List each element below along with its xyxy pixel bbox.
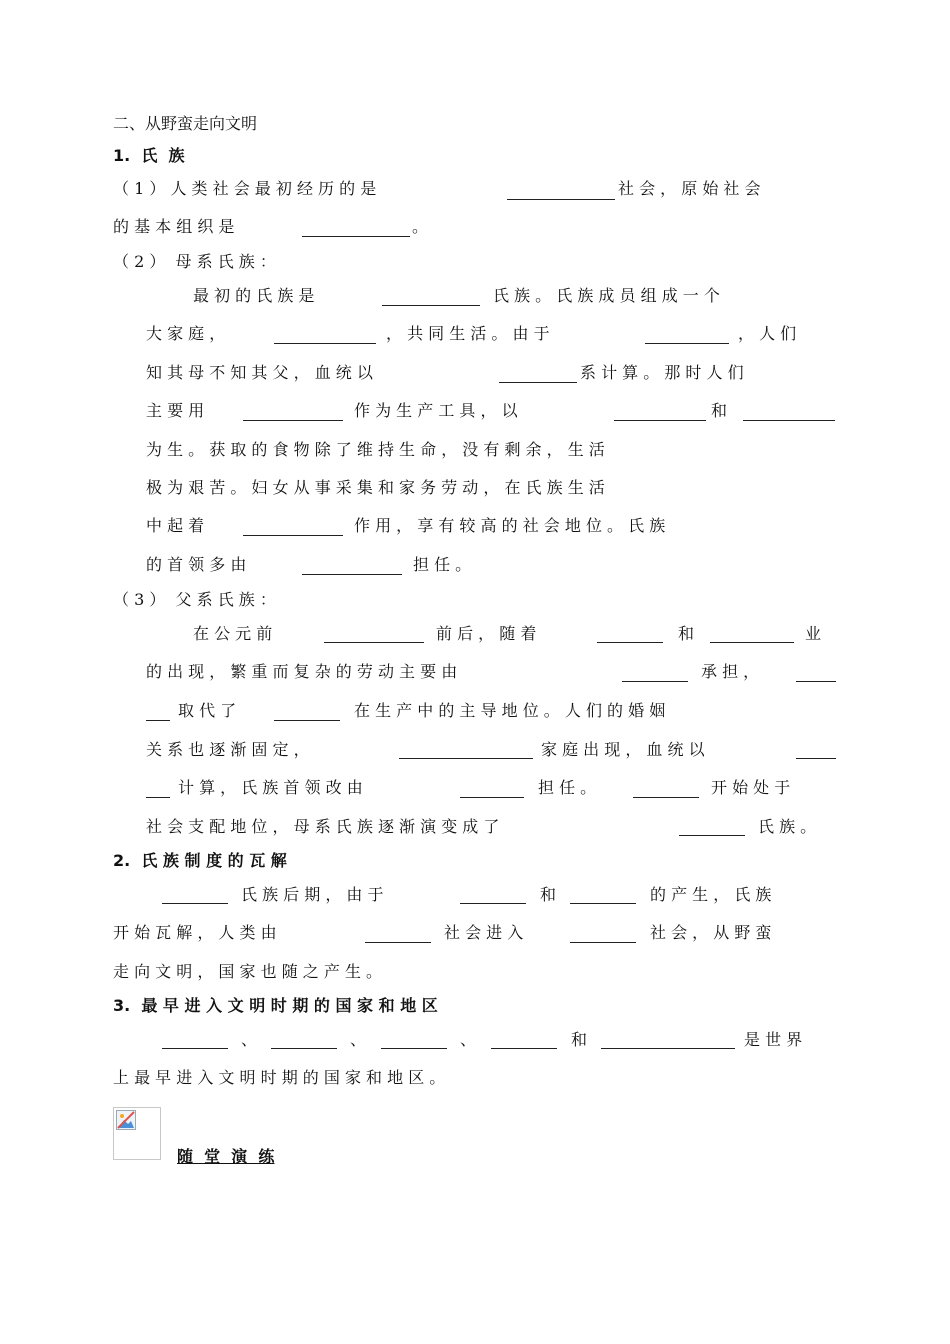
s2-line2-c: 社 会 ， 从 野 蛮 (650, 923, 772, 942)
s2-line3: 走 向 文 明 ， 国 家 也 随 之 产 生 。 (113, 962, 383, 981)
blank-p2-4 (499, 382, 577, 383)
p2-line4-a: 主 要 用 (146, 401, 205, 420)
blank-p3-9 (460, 797, 524, 798)
blank-s2-3 (570, 903, 636, 904)
p2-line8-b: 担 任 。 (413, 555, 472, 574)
blank-p3-7 (399, 758, 533, 759)
heading-collapse: 2. 氏 族 制 度 的 瓦 解 (113, 851, 287, 870)
p3-line1-b: 前 后 ， 随 着 (436, 624, 537, 643)
p3-line4-b: 家 庭 出 现 ， 血 统 以 (541, 740, 705, 759)
p2-line6: 极 为 艰 苦 。 妇 女 从 事 采 集 和 家 务 劳 动 ， 在 氏 族 生 活 (146, 478, 605, 497)
p1-line2-b: 。 (412, 217, 429, 236)
blank-p3-8a (796, 758, 836, 759)
blank-p3-5a (796, 681, 836, 682)
s3-line2: 上 最 早 进 入 文 明 时 期 的 国 家 和 地 区 。 (113, 1068, 446, 1087)
p3-line3-b: 在 生 产 中 的 主 导 地 位 。 人 们 的 婚 姻 (354, 701, 666, 720)
p3-line1-d: 业 (805, 624, 822, 643)
s2-line1-c: 的 产 生 ， 氏 族 (650, 885, 772, 904)
p2-heading: （ 2 ） 母 系 氏 族 ： (113, 252, 276, 271)
p2-line5: 为 生 。 获 取 的 食 物 除 了 维 持 生 命 ， 没 有 剩 余 ， 生 活 (146, 440, 605, 459)
p2-line8-a: 的 首 领 多 由 (146, 555, 247, 574)
p3-line5-a: 计 算 ， 氏 族 首 领 改 由 (178, 778, 363, 797)
section-title: 二、从野蛮走向文明 (113, 114, 258, 133)
blank-p3-3 (710, 642, 794, 643)
s3-sep-3: 、 (460, 1030, 477, 1049)
p1-line2-a: 的 基 本 组 织 是 (113, 217, 235, 236)
p3-heading: （ 3 ） 父 系 氏 族 ： (113, 590, 276, 609)
blank-s3-5 (601, 1048, 735, 1049)
p2-line4-c: 和 (711, 401, 728, 420)
s3-sep-1: 、 (241, 1030, 258, 1049)
s2-line1-b: 和 (540, 885, 557, 904)
s2-line2-b: 社 会 进 入 (444, 923, 524, 942)
p2-line2-a: 大 家 庭 ， (146, 324, 226, 343)
p3-line2-a: 的 出 现 ， 繁 重 而 复 杂 的 劳 动 主 要 由 (146, 662, 458, 681)
blank-p2-7 (743, 420, 835, 421)
p2-line1-a: 最 初 的 氏 族 是 (193, 286, 315, 305)
p3-line1-a: 在 公 元 前 (193, 624, 273, 643)
p3-line5-b: 担 任 。 (538, 778, 597, 797)
p2-line4-b: 作 为 生 产 工 具 ， 以 (354, 401, 518, 420)
p2-line3-a: 知 其 母 不 知 其 父 ， 血 统 以 (146, 363, 373, 382)
blank-s3-1 (162, 1048, 228, 1049)
p3-line2-b: 承 担 ， (701, 662, 760, 681)
p2-line1-b: 氏 族 。 氏 族 成 员 组 成 一 个 (493, 286, 720, 305)
blank-p1-1 (507, 199, 615, 200)
p2-line7-b: 作 用 ， 享 有 较 高 的 社 会 地 位 。 氏 族 (354, 516, 666, 535)
blank-p3-11 (679, 835, 745, 836)
blank-p2-3 (645, 343, 729, 344)
blank-p3-10 (633, 797, 699, 798)
p3-line6-a: 社 会 支 配 地 位 ， 母 系 氏 族 逐 渐 演 变 成 了 (146, 817, 500, 836)
s3-tail: 是 世 界 (744, 1030, 803, 1049)
blank-p2-9 (302, 574, 402, 575)
heading-earliest-civilizations: 3. 最 早 进 入 文 明 时 期 的 国 家 和 地 区 (113, 996, 438, 1015)
blank-s2-2 (460, 903, 526, 904)
p2-line2-c: ， 人 们 (738, 324, 797, 343)
s2-line1-a: 氏 族 后 期 ， 由 于 (241, 885, 384, 904)
blank-p2-6 (614, 420, 706, 421)
blank-p3-6 (274, 720, 340, 721)
blank-s3-3 (381, 1048, 447, 1049)
s2-line2-a: 开 始 瓦 解 ， 人 类 由 (113, 923, 277, 942)
p1-line1-a: （ 1 ） 人 类 社 会 最 初 经 历 的 是 (113, 179, 377, 198)
p3-line3-a: 取 代 了 (178, 701, 237, 720)
blank-s3-4 (491, 1048, 557, 1049)
p2-line3-b: 系 计 算 。 那 时 人 们 (580, 363, 744, 382)
blank-p3-2 (597, 642, 663, 643)
p3-line5-c: 开 始 处 于 (711, 778, 791, 797)
s3-and: 和 (571, 1030, 588, 1049)
broken-image-icon (116, 1110, 136, 1130)
blank-s3-2 (271, 1048, 337, 1049)
broken-image-placeholder (113, 1107, 161, 1160)
blank-p2-1 (382, 305, 480, 306)
blank-p3-1 (324, 642, 424, 643)
practice-heading: 随 堂 演 练 (177, 1147, 275, 1166)
blank-p3-5b (146, 720, 170, 721)
blank-p3-8b (146, 797, 170, 798)
blank-p1-2 (302, 236, 410, 237)
blank-s2-4 (365, 942, 431, 943)
p2-line7-a: 中 起 着 (146, 516, 205, 535)
blank-p3-4 (622, 681, 688, 682)
p2-line2-b: ， 共 同 生 活 。 由 于 (386, 324, 550, 343)
p3-line1-c: 和 (678, 624, 695, 643)
p3-line6-b: 氏 族 。 (758, 817, 817, 836)
blank-s2-5 (570, 942, 636, 943)
blank-p2-8 (243, 535, 343, 536)
p3-line4-a: 关 系 也 逐 渐 固 定 ， (146, 740, 310, 759)
blank-p2-2 (274, 343, 376, 344)
heading-clan: 1. 氏 族 (113, 146, 185, 165)
blank-s2-1 (162, 903, 228, 904)
s3-sep-2: 、 (350, 1030, 367, 1049)
blank-p2-5 (243, 420, 343, 421)
p1-line1-b: 社 会 ， 原 始 社 会 (618, 179, 761, 198)
